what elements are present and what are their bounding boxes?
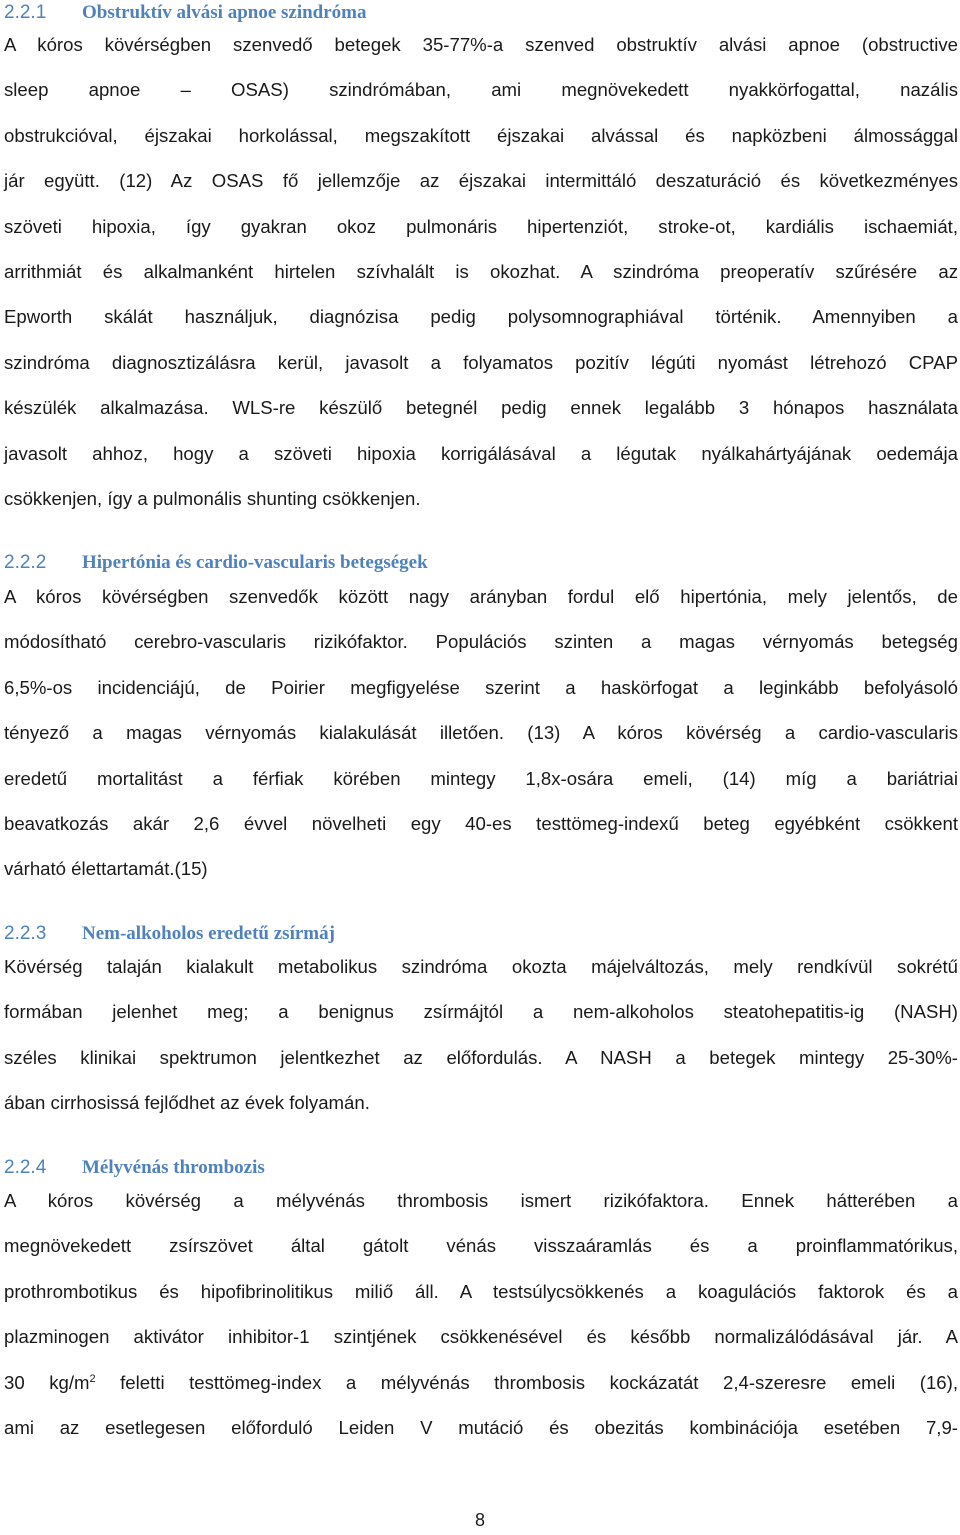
section-paragraph-2-2-3 xyxy=(4,944,958,1126)
paragraph-line: jár együtt. (12) Az OSAS fő jellemzője az éjszakai intermittáló deszaturáció és következményes xyxy=(4,170,958,192)
line-rest: feletti testtömeg-index a mélyvénás thrombosis kockázatát 2,4-szeresre emeli (16), xyxy=(95,1371,959,1393)
section-title: Nem-alkoholos eredetű zsírmáj xyxy=(82,923,335,944)
section-paragraph-2-2-4 xyxy=(4,1178,958,1450)
section-heading-2-2-2 xyxy=(4,552,428,574)
paragraph-line-with-superscript xyxy=(4,1360,958,1405)
section-number: 2.2.4 xyxy=(4,1157,47,1178)
paragraph-line: csökkenjen, így a pulmonális shunting csökkenjen. xyxy=(4,487,421,509)
paragraph-line: Epworth skálát használjuk, diagnózisa pedig polysomnographiával történik. Amennyiben a xyxy=(4,306,958,328)
section-title: Hipertónia és cardio-vascularis betegségek xyxy=(82,552,428,573)
section-paragraph-2-2-2 xyxy=(4,574,958,892)
paragraph-line: prothrombotikus és hipofibrinolitikus miliő áll. A testsúlycsökkenés a koagulációs faktorok és a xyxy=(4,1280,958,1302)
section-number: 2.2.2 xyxy=(4,552,47,573)
paragraph-line: szindróma diagnosztizálásra kerül, javasolt a folyamatos pozitív légúti nyomást létrehozó CPAP xyxy=(4,351,958,373)
section-title: Mélyvénás thrombozis xyxy=(82,1157,265,1178)
line-start: 30 kg/m xyxy=(4,1371,90,1393)
paragraph-line: várható élettartamát.(15) xyxy=(4,858,208,880)
paragraph-line: tényező a magas vérnyomás kialakulását illetően. (13) A kóros kövérség a cardio-vascularis xyxy=(4,722,958,744)
paragraph-line: eredetű mortalitást a férfiak körében mintegy 1,8x-osára emeli, (14) míg a bariátriai xyxy=(4,767,958,789)
paragraph-line: széles klinikai spektrumon jelentkezhet az előfordulás. A NASH a betegek mintegy 25-30%- xyxy=(4,1046,958,1068)
paragraph-line: ami az esetlegesen előforduló Leiden V mutáció és obezitás kombinációja esetében 7,9- xyxy=(4,1416,958,1438)
section-heading-2-2-3 xyxy=(4,923,335,945)
paragraph-line: készülék alkalmazása. WLS-re készülő betegnél pedig ennek legalább 3 hónapos használata xyxy=(4,397,958,419)
section-paragraph-2-2-1 xyxy=(4,22,958,521)
paragraph-line: arrithmiát és alkalmanként hirtelen szívhalált is okozhat. A szindróma preoperatív szűrésére az xyxy=(4,260,958,282)
paragraph-line: sleep apnoe – OSAS) szindrómában, ami megnövekedett nyakkörfogattal, nazális xyxy=(4,79,958,101)
paragraph-line: szöveti hipoxia, így gyakran okoz pulmonáris hipertenziót, stroke-ot, kardiális ischaemiát, xyxy=(4,215,958,237)
paragraph-line: megnövekedett zsírszövet által gátolt vénás visszaáramlás és a proinflammatórikus, xyxy=(4,1235,958,1257)
paragraph-line: plazminogen aktivátor inhibitor-1 szintjének csökkenésével és később normalizálódásával jár. A xyxy=(4,1326,958,1348)
paragraph-line: A kóros kövérség a mélyvénás thrombosis ismert rizikófaktora. Ennek hátterében a xyxy=(4,1190,958,1211)
paragraph-line: ában cirrhosissá fejlődhet az évek folyamán. xyxy=(4,1092,370,1114)
section-title: Obstruktív alvási apnoe szindróma xyxy=(82,2,367,23)
paragraph-line: javasolt ahhoz, hogy a szöveti hipoxia korrigálásával a légutak nyálkahártyájának oedemája xyxy=(4,442,958,464)
paragraph-line: A kóros kövérségben szenvedők között nagy arányban fordul elő hipertónia, mely jelentős, de xyxy=(4,586,958,607)
section-number: 2.2.3 xyxy=(4,923,47,944)
superscript: 2 xyxy=(89,1372,96,1385)
page-number: 8 xyxy=(474,1510,485,1530)
section-heading-2-2-1 xyxy=(4,2,367,24)
paragraph-line: obstrukcióval, éjszakai horkolással, megszakított éjszakai alvással és napközbeni álmossággal xyxy=(4,124,958,146)
section-heading-2-2-4 xyxy=(4,1157,265,1179)
paragraph-line: 6,5%-os incidenciájú, de Poirier megfigyelése szerint a haskörfogat a leginkább befolyásoló xyxy=(4,676,958,698)
paragraph-line: módosítható cerebro-vascularis rizikófaktor. Populációs szinten a magas vérnyomás betegség xyxy=(4,631,958,653)
paragraph-line: Kövérség talaján kialakult metabolikus szindróma okozta májelváltozás, mely rendkívül sokrétű xyxy=(4,956,958,977)
paragraph-line: A kóros kövérségben szenvedő betegek 35-77%-a szenved obstruktív alvási apnoe (obstructive xyxy=(4,34,958,55)
paragraph-line: formában jelenhet meg; a benignus zsírmájtól a nem-alkoholos steatohepatitis-ig (NASH) xyxy=(4,1001,958,1023)
section-number: 2.2.1 xyxy=(4,2,47,23)
paragraph-line: beavatkozás akár 2,6 évvel növelheti egy 40-es testtömeg-indexű beteg egyébként csökkent xyxy=(4,812,958,834)
